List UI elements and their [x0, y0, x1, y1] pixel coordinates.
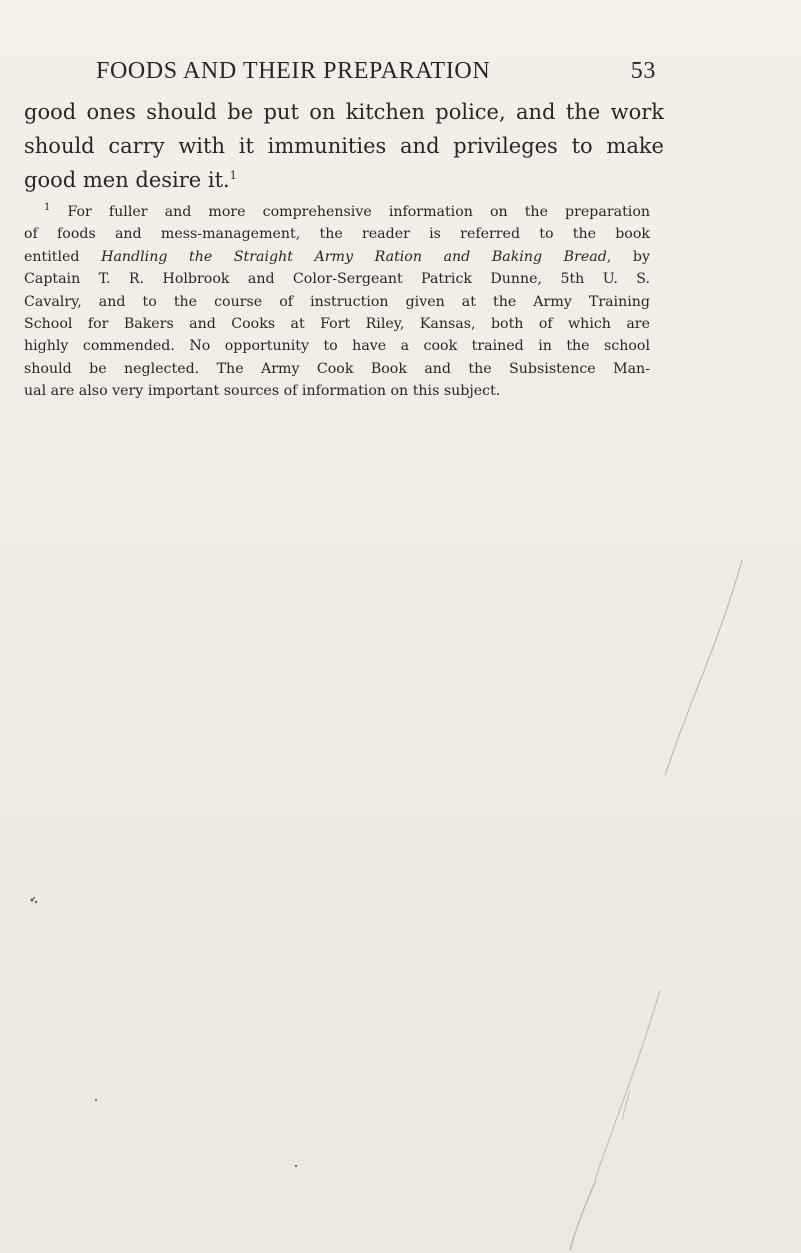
ink-specks: [30, 897, 297, 1167]
body-line: good ones should be put on kitchen police, and the work: [24, 100, 664, 124]
footnote-line-suffix: , by: [606, 248, 650, 265]
speck: [33, 897, 35, 899]
speck: [35, 901, 37, 903]
footnote-line-text: For fuller and more comprehensive information on the preparation: [67, 204, 650, 220]
speck: [30, 898, 33, 901]
footnote-reference: 1: [229, 169, 237, 182]
footnote-marker: 1: [44, 202, 51, 213]
scratch-line: [595, 990, 660, 1180]
footnote-line: should be neglected. The Army Cook Book and the Subsistence Man-: [24, 360, 650, 377]
body-line-text: good men desire it.: [24, 168, 230, 192]
footnote-line: School for Bakers and Cooks at Fort Riley, Kansas, both of which are: [24, 316, 650, 333]
footnote-line: Cavalry, and to the course of instruction given at the Army Training: [24, 293, 650, 310]
scratch-line: [622, 1090, 630, 1120]
paper-scratch-marks: [570, 560, 742, 1250]
footnote-line: ual are also very important sources of information on this subject.: [24, 383, 501, 400]
footnote-line: of foods and mess-management, the reader is referred to the book: [24, 226, 650, 243]
scratch-line: [665, 560, 742, 775]
speck: [95, 1099, 97, 1101]
body-line: should carry with it immunities and privileges to make: [24, 134, 664, 158]
footnote-line: highly commended. No opportunity to have a cook trained in the school: [24, 338, 650, 355]
footnote-line-prefix: entitled: [24, 248, 102, 265]
page-number: 53: [630, 58, 656, 84]
running-head-title: FOODS AND THEIR PREPARATION: [96, 58, 491, 84]
book-title: Handling the Straight Army Ration and Baking Bread: [101, 248, 607, 265]
speck: [295, 1165, 297, 1167]
scratch-line: [570, 1180, 596, 1250]
footnote-line: Captain T. R. Holbrook and Color-Sergeant Patrick Dunne, 5th U. S.: [24, 271, 650, 288]
